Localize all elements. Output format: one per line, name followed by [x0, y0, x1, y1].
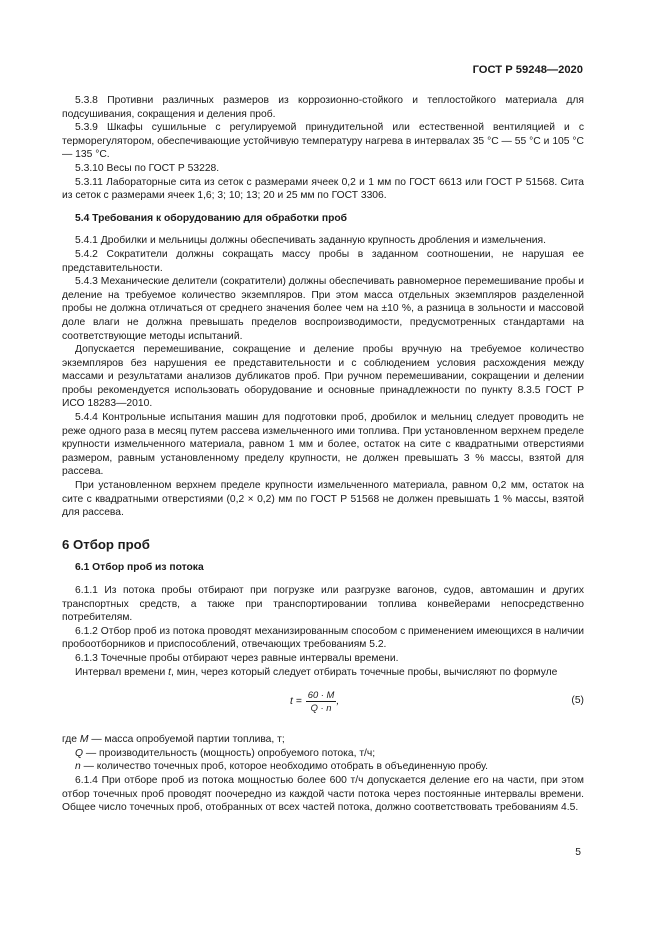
paragraph-5-4-2: 5.4.2 Сократители должны сокращать массу пробы в заданном соотношении, не нарушая ее представительности. — [62, 248, 584, 274]
definition-text: — производительность (мощность) опробуемого потока, т/ч; — [83, 747, 376, 759]
interval-text-before: Интервал времени — [75, 666, 169, 678]
subsection-heading-5-4: 5.4 Требования к оборудованию для обработки проб — [75, 212, 348, 224]
paragraph-5-4-1: 5.4.1 Дробилки и мельницы должны обеспечивать заданную крупность дробления и измельчения. — [75, 235, 546, 247]
formula-lhs: t = — [290, 695, 302, 707]
paragraph-6-1-3: 6.1.3 Точечные пробы отбирают через равные интервалы времени. — [75, 652, 399, 664]
paragraph-5-3-9: 5.3.9 Шкафы сушильные с регулируемой принудительной или естественной вентиляцией и с терморегулятором, обеспечивающие устойчивую температуру нагрева в интервалах 35 °С — 55 °С и 105 °С — 135 °С. — [62, 122, 584, 161]
formula-fraction — [306, 689, 340, 714]
section-heading-6: 6 Отбор проб — [62, 536, 150, 552]
document-header: ГОСТ Р 59248—2020 — [472, 64, 583, 76]
definition-text: — масса опробуемой партии топлива, т; — [88, 734, 285, 746]
definition-n — [62, 760, 584, 774]
paragraph-5-3-11: 5.3.11 Лабораторные сита из сеток с размерами ячеек 0,2 и 1 мм по ГОСТ 6613 или ГОСТ Р 51568. Сита из сеток с размерами ячеек 1,6; 3; 10; 13; 20 и 25 мм по ГОСТ 3306. — [62, 176, 584, 202]
interval-variable: t — [168, 666, 171, 678]
formula-denominator: Q · n — [310, 702, 332, 714]
definition-variable: M — [79, 734, 89, 746]
paragraph-5-3-10: 5.3.10 Весы по ГОСТ Р 53228. — [75, 162, 220, 174]
equation-number: (5) — [571, 695, 584, 707]
document-body — [62, 94, 584, 815]
definition-variable: Q — [75, 747, 84, 759]
paragraph-5-4-3-continued: Допускается перемешивание, сокращение и деление пробы вручную на требуемое количество экземпляров без нарушения ее представительности и с соблюдением условия расхождения между массами и результатами анализов дубликатов проб. При ручном перемешивании, сокращении и делении пробы рекомендуется использовать оборудование и основные принадлежности по пункту 8.3.5 ГОСТ Р ИСО 18283—2010. — [62, 344, 584, 410]
paragraph-interval — [62, 666, 584, 680]
definition-text: — количество точечных проб, которое необходимо отобрать в объединенную пробу. — [80, 761, 489, 773]
formula-expression — [290, 689, 339, 714]
definition-q — [62, 747, 584, 761]
interval-text-after: , мин, через который следует отбирать точечные пробы, вычисляют по формуле — [171, 666, 558, 678]
paragraph-5-4-4: 5.4.4 Контрольные испытания машин для подготовки проб, дробилок и мельниц следует проводить не реже одного раза в месяц путем рассева измельченного ими топлива. При установленном верхнем пределе крупности измельченного материала, равном 1 мм и более, остаток на сите с квадратными отверстиями размером, равным установленному пределу крупности, не должен превышать 3 % массы, взятой для рассева. — [62, 412, 584, 478]
paragraph-6-1-2: 6.1.2 Отбор проб из потока проводят механизированным способом с применением имеющихся в наличии пробоотборников и приспособлений, отвечающих требованиям 5.2. — [62, 625, 584, 651]
definition-variable: n — [75, 761, 81, 773]
paragraph-5-4-4-continued: При установленном верхнем пределе крупности измельченного материала, равном 0,2 мм, остаток на сите с квадратными отверстиями (0,2 × 0,2) мм по ГОСТ Р 51568 не должен превышать 1 % массы, взятой для рассева. — [62, 480, 584, 519]
formula-trailing-comma: , — [336, 695, 340, 707]
paragraph-6-1-1: 6.1.1 Из потока пробы отбирают при погрузке или разгрузке вагонов, судов, автомашин и других транспортных средств, а также при транспортировании топлива конвейерами непосредственно потребителям. — [62, 585, 584, 624]
formula-definitions — [62, 733, 584, 774]
definition-prefix: где — [62, 734, 80, 746]
paragraph-6-1-4: 6.1.4 При отборе проб из потока мощностью более 600 т/ч допускается деление его на части, при этом отбор точечных проб проводят поочередно из каждой части потока через постоянные интервалы времени. Общее число точечных проб, отобранных от всех частей потока, должно соответствовать требованиям 4.5. — [62, 774, 584, 814]
paragraph-5-3-8: 5.3.8 Противни различных размеров из коррозионно-стойкого и теплостойкого материала для подсушивания, сокращения и деления проб. — [62, 95, 584, 120]
formula-5 — [62, 685, 584, 725]
paragraph-5-4-3: 5.4.3 Механические делители (сократители) должны обеспечивать равномерное перемешивание пробы и деление на требуемое количество экземпляров. При этом масса отдельных экземпляров разделенной пробы не должна отличаться от среднего значения более чем на ±10 %, а разница в зольности и массовой доле влаги не должна превышать пределов воспроизводимости, предусмотренных стандартами на соответствующие методы испытаний. — [62, 276, 584, 342]
page-number: 5 — [575, 847, 581, 858]
definition-m — [62, 733, 584, 747]
subsection-heading-6-1: 6.1 Отбор проб из потока — [75, 562, 204, 574]
formula-numerator: 60 · M — [307, 689, 335, 701]
